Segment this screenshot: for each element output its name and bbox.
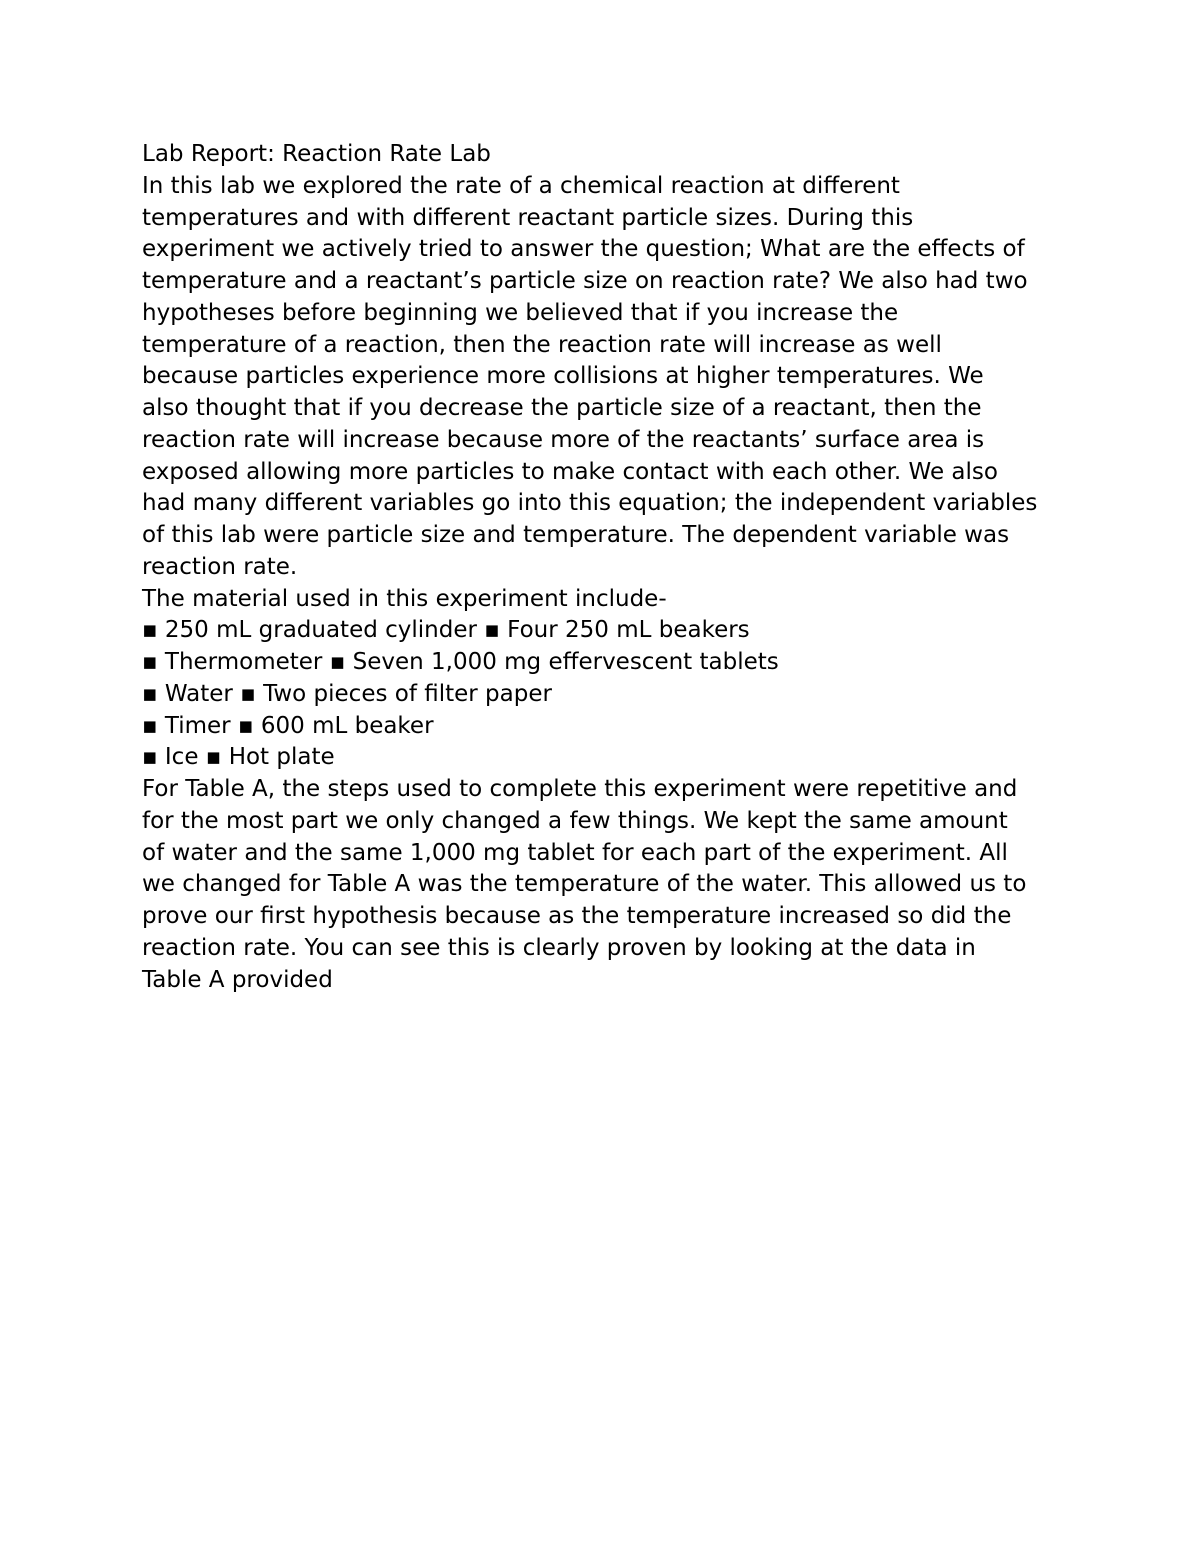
paragraph-line: of this lab were particle size and temperature. The dependent variable was: [142, 522, 1010, 548]
materials-list-item: ▪ Thermometer ▪ Seven 1,000 mg effervescent tablets: [142, 649, 779, 675]
intro-paragraph: [142, 171, 1072, 584]
paragraph-line: had many different variables go into this equation; the independent variables: [142, 490, 1038, 517]
paragraph-line: reaction rate will increase because more of the reactants’ surface area is: [142, 426, 985, 453]
materials-list-item: ▪ 250 mL graduated cylinder ▪ Four 250 mL beakers: [142, 617, 750, 644]
table-a-paragraph: [142, 774, 1072, 996]
paragraph-line: we changed for Table A was the temperature of the water. This allowed us to: [142, 871, 1027, 898]
materials-list-item: ▪ Ice ▪ Hot plate: [142, 744, 335, 771]
paragraph-line: Table A provided: [142, 966, 333, 993]
paragraph-line: because particles experience more collisions at higher temperatures. We: [142, 363, 984, 390]
paragraph-line: reaction rate.: [142, 553, 298, 580]
materials-list-item: ▪ Water ▪ Two pieces of filter paper: [142, 680, 552, 707]
paragraph-line: temperature of a reaction, then the reaction rate will increase as well: [142, 331, 942, 358]
materials-heading: The material used in this experiment include-: [142, 585, 667, 612]
document-body: [142, 139, 1072, 996]
paragraph-line: temperatures and with different reactant particle sizes. During this: [142, 204, 914, 231]
paragraph-line: also thought that if you decrease the particle size of a reactant, then the: [142, 395, 982, 421]
paragraph-line: temperature and a reactant’s particle size on reaction rate? We also had two: [142, 268, 1028, 294]
paragraph-line: In this lab we explored the rate of a chemical reaction at different: [142, 172, 900, 199]
paragraph-line: prove our first hypothesis because as the temperature increased so did the: [142, 903, 1012, 929]
paragraph-line: hypotheses before beginning we believed that if you increase the: [142, 299, 899, 326]
materials-list-item: ▪ Timer ▪ 600 mL beaker: [142, 712, 434, 739]
paragraph-line: experiment we actively tried to answer the question; What are the effects of: [142, 236, 1025, 263]
paragraph-line: of water and the same 1,000 mg tablet for each part of the experiment. All: [142, 839, 1008, 866]
paragraph-line: For Table A, the steps used to complete this experiment were repetitive and: [142, 776, 1018, 802]
paragraph-line: reaction rate. You can see this is clearly proven by looking at the data in: [142, 934, 976, 961]
document-title: Lab Report: Reaction Rate Lab: [142, 141, 491, 167]
materials-list: [142, 615, 1072, 774]
paragraph-line: for the most part we only changed a few things. We kept the same amount: [142, 807, 1008, 834]
paragraph-line: exposed allowing more particles to make contact with each other. We also: [142, 458, 998, 485]
